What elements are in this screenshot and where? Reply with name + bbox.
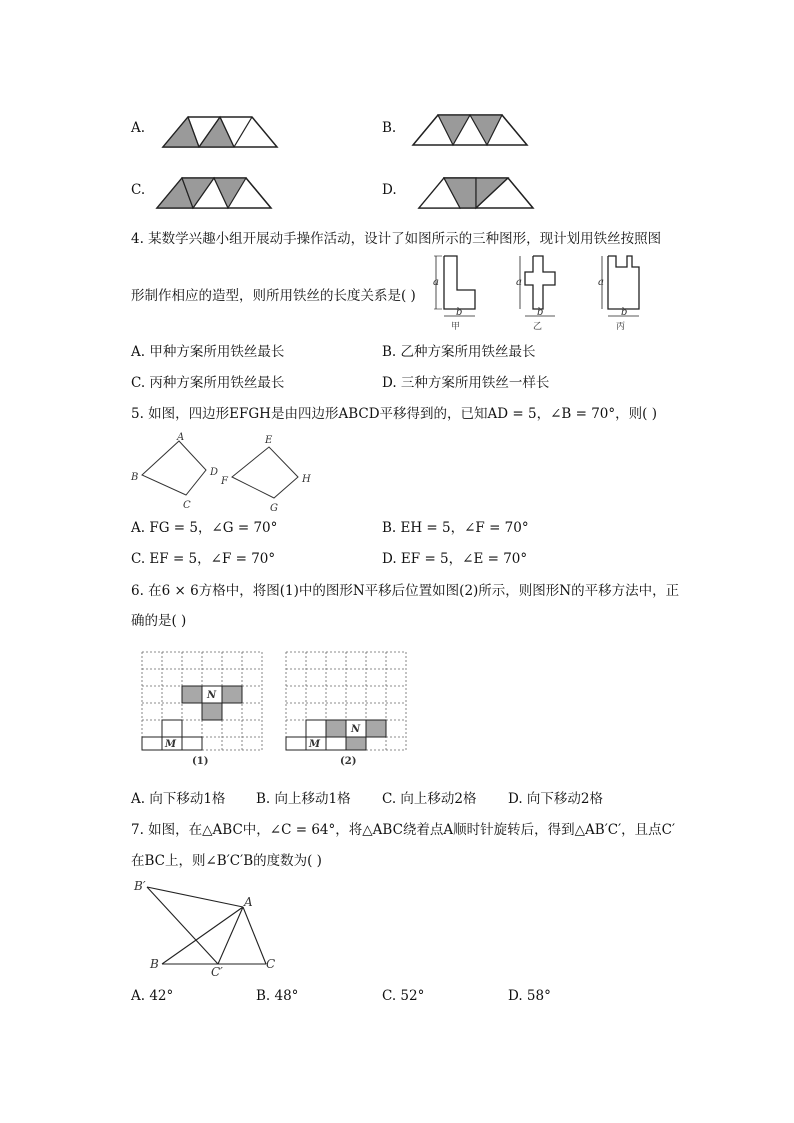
q5-option-b[interactable]: B. EH = 5，∠F = 70° xyxy=(382,520,529,536)
q7-option-a[interactable]: A. 42° xyxy=(131,988,174,1004)
q7-label-b: B xyxy=(150,957,159,971)
q4-bing-label-a: a xyxy=(598,277,604,288)
q6-grid2-label-m: M xyxy=(309,739,321,750)
q5-label-c: C xyxy=(183,500,191,511)
q3-option-d-label[interactable]: D. xyxy=(382,182,397,198)
q7-label-c: C xyxy=(266,957,276,971)
q6-grid-figure-1 xyxy=(140,650,265,770)
q7-option-c[interactable]: C. 52° xyxy=(382,988,425,1004)
q7-label-a: A xyxy=(244,895,253,909)
q7-rotation-figure xyxy=(130,876,290,981)
q5-label-d: D xyxy=(210,467,219,478)
q4-yi-label-b: b xyxy=(537,307,544,318)
q6-grid1-label-m: M xyxy=(165,739,177,750)
q5-label-h: H xyxy=(302,474,311,485)
q3-option-b-label[interactable]: B. xyxy=(382,120,397,136)
q5-label-a: A xyxy=(177,432,185,443)
q5-label-e: E xyxy=(265,435,273,446)
q3-truss-figure-d xyxy=(418,175,536,211)
q6-grid-figure-2 xyxy=(284,650,409,770)
q4-option-d[interactable]: D. 三种方案所用铁丝一样长 xyxy=(382,375,550,391)
q6-stem-line2: 确的是( ) xyxy=(131,613,187,629)
q4-figure-bing xyxy=(596,254,646,334)
q3-truss-figure-a xyxy=(162,114,280,150)
q6-grid1-caption: (1) xyxy=(192,756,209,767)
q6-grid2-label-n: N xyxy=(351,724,361,735)
q4-stem-line1: 4. 某数学兴趣小组开展动手操作活动，设计了如图所示的三种图形，现计划用铁丝按照图 xyxy=(131,231,662,247)
q7-label-b-prime: B′ xyxy=(134,879,146,893)
q3-truss-figure-c xyxy=(156,175,274,211)
q6-grid2-caption: (2) xyxy=(340,756,357,767)
q5-option-c[interactable]: C. EF = 5，∠F = 70° xyxy=(131,551,276,567)
q5-label-g: G xyxy=(270,503,278,514)
q4-figure-jia xyxy=(432,254,482,334)
q4-option-c[interactable]: C. 丙种方案所用铁丝最长 xyxy=(131,375,285,391)
q4-jia-caption: 甲 xyxy=(451,322,461,332)
q4-bing-caption: 丙 xyxy=(616,322,626,332)
q7-label-c-prime: C′ xyxy=(211,965,223,979)
q5-option-d[interactable]: D. EF = 5，∠E = 70° xyxy=(382,551,528,567)
q5-quadrilaterals-figure xyxy=(128,430,328,515)
q7-stem-line2: 在BC上，则∠B′C′B的度数为( ) xyxy=(131,853,322,869)
q5-option-a[interactable]: A. FG = 5，∠G = 70° xyxy=(131,520,278,536)
q4-jia-label-b: b xyxy=(456,307,463,318)
q5-label-f: F xyxy=(221,476,228,487)
q5-stem: 5. 如图，四边形EFGH是由四边形ABCD平移得到的，已知AD = 5，∠B = 70°，则( ) xyxy=(131,406,657,422)
q3-option-c-label[interactable]: C. xyxy=(131,182,146,198)
q6-stem-line1: 6. 在6 × 6方格中，将图(1)中的图形N平移后位置如图(2)所示，则图形N的平移方法中，正 xyxy=(131,583,680,599)
q6-option-c[interactable]: C. 向上移动2格 xyxy=(382,791,477,807)
q7-option-b[interactable]: B. 48° xyxy=(256,988,299,1004)
q4-figure-yi xyxy=(513,254,563,334)
q3-truss-figure-b xyxy=(412,112,530,148)
q6-option-a[interactable]: A. 向下移动1格 xyxy=(131,791,226,807)
q4-bing-label-b: b xyxy=(621,307,628,318)
q7-stem-line1: 7. 如图，在△ABC中，∠C = 64°，将△ABC绕着点A顺时针旋转后，得到△AB′C′，且点C′ xyxy=(131,822,676,838)
q4-option-a[interactable]: A. 甲种方案所用铁丝最长 xyxy=(131,344,285,360)
q3-option-a-label[interactable]: A. xyxy=(131,120,146,136)
q4-option-b[interactable]: B. 乙种方案所用铁丝最长 xyxy=(382,344,536,360)
q6-option-b[interactable]: B. 向上移动1格 xyxy=(256,791,351,807)
q4-stem-line2: 形制作相应的造型，则所用铁丝的长度关系是( ) xyxy=(131,288,416,304)
q4-yi-label-a: a xyxy=(516,277,522,288)
q6-grid1-label-n: N xyxy=(207,690,217,701)
q7-option-d[interactable]: D. 58° xyxy=(508,988,551,1004)
q5-label-b: B xyxy=(131,472,139,483)
q4-jia-label-a: a xyxy=(433,277,439,288)
q6-option-d[interactable]: D. 向下移动2格 xyxy=(508,791,604,807)
q4-yi-caption: 乙 xyxy=(533,322,543,332)
